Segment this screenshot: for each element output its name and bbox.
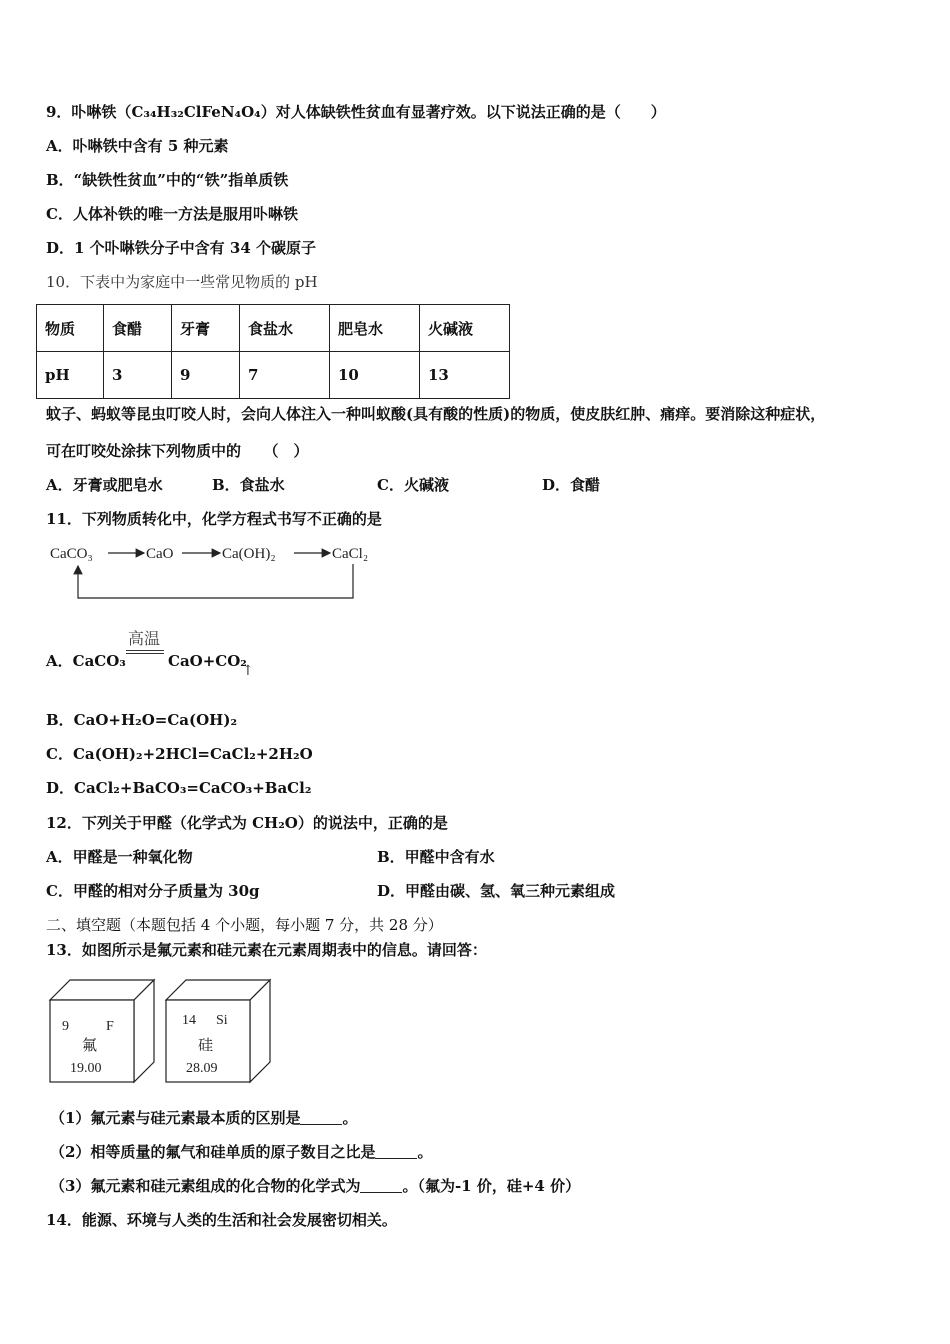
gas-arrow-icon: ↑ (242, 663, 254, 679)
q10-stem: 10．下表中为家庭中一些常见物质的 pH (46, 273, 318, 291)
table-cell: 物质 (37, 305, 104, 352)
table-row (37, 352, 510, 399)
q13-part-1-text: （1）氟元素与硅元素最本质的区别是 (50, 1109, 301, 1127)
ph-table (36, 304, 510, 399)
q11-option-a-right: CaO+CO₂ (168, 652, 247, 670)
q13-part-2-text: （2）相等质量的氟气和硅单质的原子数目之比是 (50, 1143, 376, 1161)
condition-label: 高温 (128, 629, 161, 648)
q10-text-2: 可在叮咬处涂抹下列物质中的 （ ） (46, 442, 309, 460)
diagram-cao: CaO (146, 546, 174, 562)
q13-part-3-end: 。（氟为-1 价，硅+4 价） (402, 1177, 581, 1195)
si-mass: 28.09 (186, 1061, 218, 1076)
q13-part-1-end: 。 (342, 1109, 358, 1127)
answer-blank[interactable] (375, 1144, 417, 1159)
table-row (37, 305, 510, 352)
table-cell: 食醋 (104, 305, 172, 352)
q10-option-c: C．火碱液 (377, 476, 449, 494)
table-cell: 3 (104, 352, 172, 399)
table-cell: 食盐水 (240, 305, 330, 352)
q9-option-d: D．1 个卟啉铁分子中含有 34 个碳原子 (46, 239, 316, 257)
f-name: 氟 (82, 1036, 98, 1054)
q11-stem: 11．下列物质转化中，化学方程式书写不正确的是 (46, 510, 382, 528)
q10-option-d: D．食醋 (542, 476, 601, 494)
diagram-caco3: CaCO₃ (50, 546, 93, 562)
table-cell: 肥皂水 (330, 305, 420, 352)
table-cell: 牙膏 (172, 305, 240, 352)
diagram-cacl2: CaCl₂ (332, 546, 369, 562)
return-arrow (78, 564, 353, 598)
equals-bar (126, 650, 164, 654)
section-2-title: 二、填空题（本题包括 4 个小题，每小题 7 分，共 28 分） (46, 916, 443, 934)
q13-part-3-text: （3）氟元素和硅元素组成的化合物的化学式为 (50, 1177, 361, 1195)
silicon-cell (164, 978, 272, 1084)
q12-option-b: B．甲醛中含有水 (377, 848, 495, 866)
q13-part-2-end: 。 (417, 1143, 433, 1161)
q9-stem: 9．卟啉铁（C₃₄H₃₂ClFeN₄O₄）对人体缺铁性贫血有显著疗效。以下说法正确的是（ ） (46, 103, 666, 121)
q12-stem: 12．下列关于甲醛（化学式为 CH₂O）的说法中，正确的是 (46, 814, 448, 832)
q9-option-b: B．“缺铁性贫血”中的“铁”指单质铁 (46, 171, 289, 189)
table-cell: 7 (240, 352, 330, 399)
q13-stem: 13．如图所示是氟元素和硅元素在元素周期表中的信息。请回答： (46, 941, 487, 959)
q10-text-1: 蚊子、蚂蚁等昆虫叮咬人时，会向人体注入一种叫蚁酸(具有酸的性质)的物质，使皮肤红肿、痛痒。要消除这种症状， (46, 405, 826, 423)
q11-option-c: C．Ca(OH)₂+2HCl=CaCl₂+2H₂O (46, 745, 313, 763)
q12-option-d: D．甲醛由碳、氢、氧三种元素组成 (377, 882, 616, 900)
q9-option-a: A．卟啉铁中含有 5 种元素 (46, 137, 229, 155)
q11-option-b: B．CaO+H₂O=Ca(OH)₂ (46, 711, 238, 729)
q12-option-a: A．甲醛是一种氧化物 (46, 848, 193, 866)
table-cell: 9 (172, 352, 240, 399)
f-mass: 19.00 (70, 1061, 102, 1076)
q10-option-a: A．牙膏或肥皂水 (46, 476, 163, 494)
q13-part-3 (50, 1176, 580, 1196)
si-number: 14 (182, 1013, 196, 1028)
table-cell: 13 (420, 352, 510, 399)
q10-option-b: B．食盐水 (212, 476, 285, 494)
q13-part-2 (50, 1142, 432, 1162)
table-cell: pH (37, 352, 104, 399)
diagram-caoh2: Ca(OH)₂ (222, 546, 276, 562)
table-cell: 10 (330, 352, 420, 399)
si-symbol: Si (216, 1013, 228, 1028)
f-number: 9 (62, 1019, 69, 1034)
answer-blank[interactable] (300, 1110, 342, 1125)
f-symbol: F (106, 1019, 114, 1034)
q13-part-1 (50, 1108, 357, 1128)
table-cell: 火碱液 (420, 305, 510, 352)
q11-option-a-left: A．CaCO₃ (46, 652, 126, 670)
fluorine-cell (48, 978, 156, 1084)
q12-option-c: C．甲醛的相对分子质量为 30g (46, 882, 260, 900)
answer-blank[interactable] (360, 1178, 402, 1193)
q11-option-d: D．CaCl₂+BaCO₃=CaCO₃+BaCl₂ (46, 779, 312, 797)
q9-option-c: C．人体补铁的唯一方法是服用卟啉铁 (46, 205, 298, 223)
conversion-diagram (46, 538, 386, 602)
q14-stem: 14．能源、环境与人类的生活和社会发展密切相关。 (46, 1211, 397, 1229)
si-name: 硅 (198, 1036, 214, 1054)
